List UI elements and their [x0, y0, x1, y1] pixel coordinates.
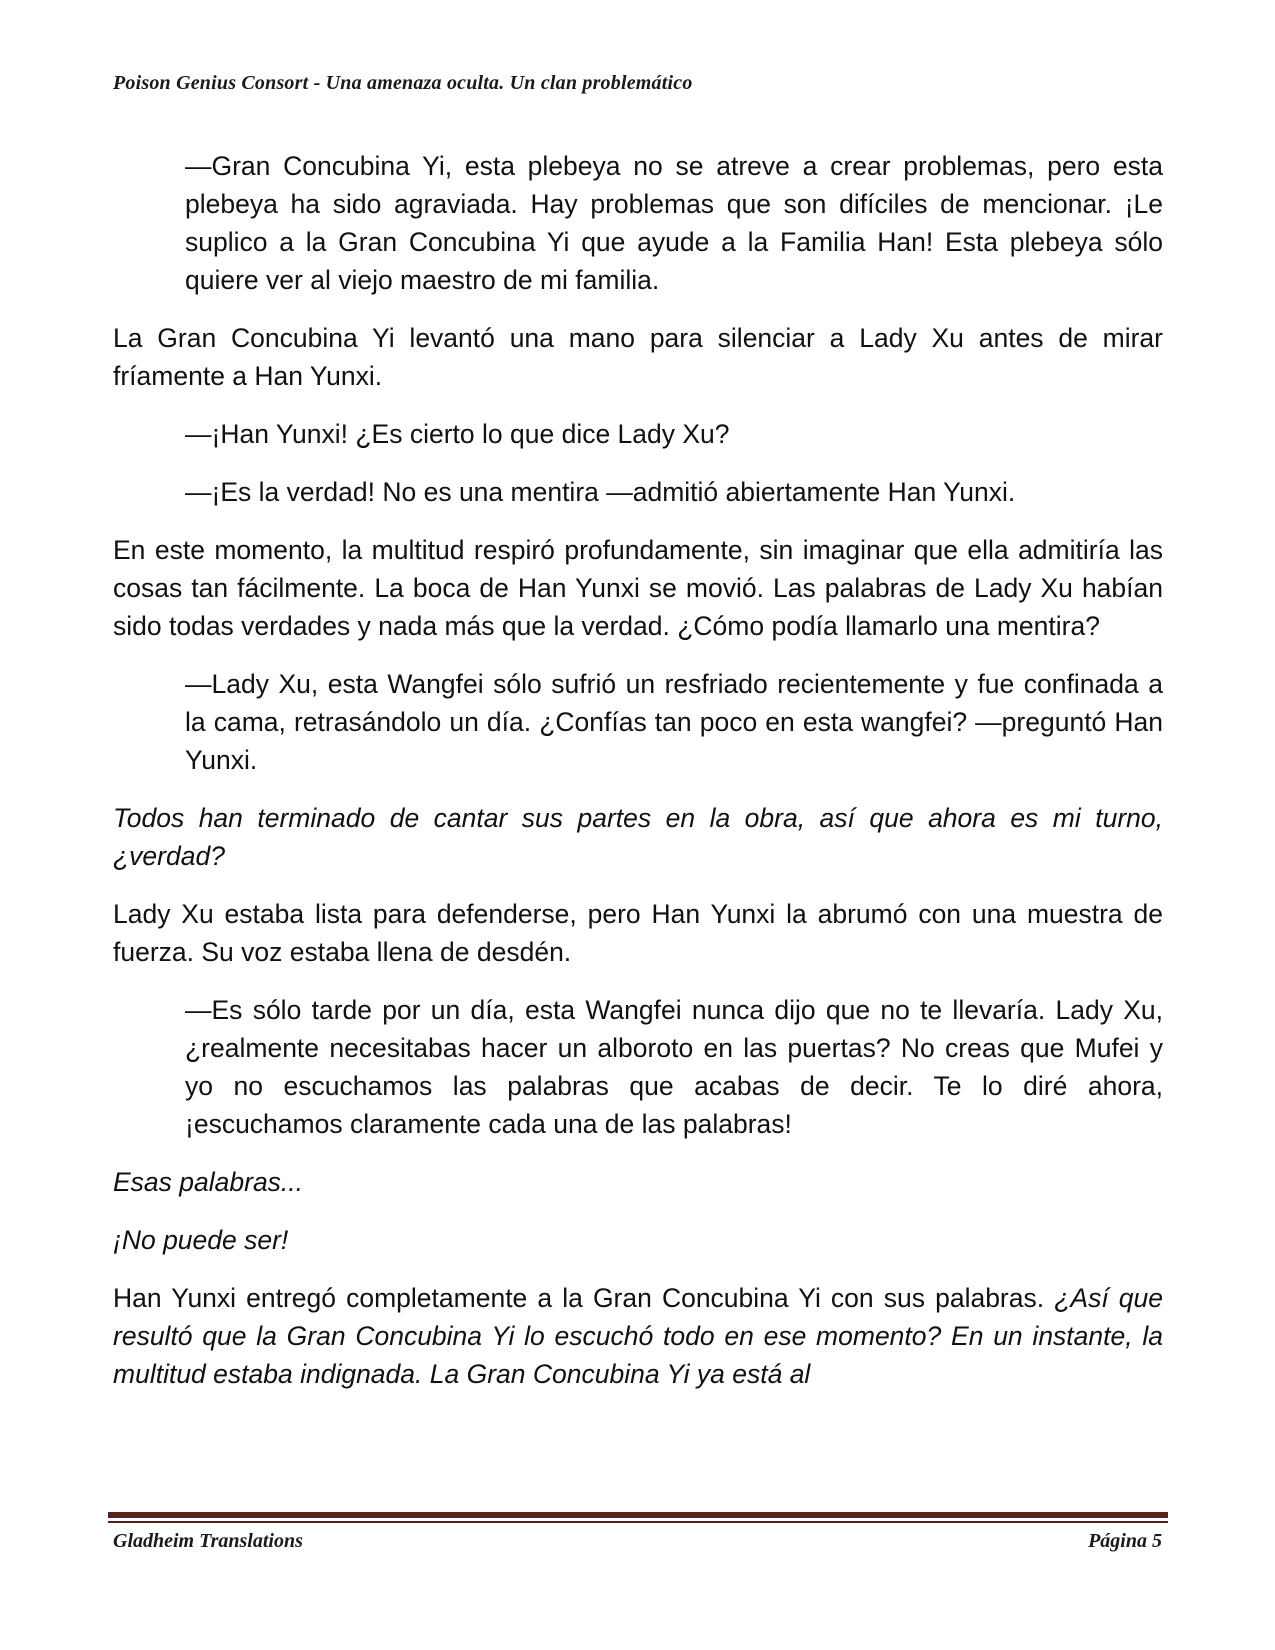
paragraph-8: Lady Xu estaba lista para defenderse, pero Han Yunxi la abrumó con una muestra de fuerza. Su voz estaba llena de desdén.	[113, 899, 1163, 967]
footer-divider-thick	[108, 1512, 1168, 1518]
footer-divider	[108, 1512, 1168, 1526]
footer-page-number: Página 5	[1088, 1530, 1162, 1552]
paragraph-12-italic: ¿Así que resultó que la Gran Concubina Yi lo escuchó todo en ese momento? En un instante, la multitud estaba indignada. La Gran Concubina Yi ya está al	[113, 1283, 1163, 1389]
paragraph-3: —¡Han Yunxi! ¿Es cierto lo que dice Lady Xu?	[185, 419, 730, 449]
running-header: Poison Genius Consort - Una amenaza oculta. Un clan problemático	[113, 72, 693, 94]
paragraph-2: La Gran Concubina Yi levantó una mano para silenciar a Lady Xu antes de mirar fríamente a Han Yunxi.	[113, 323, 1163, 391]
paragraph-10: Esas palabras...	[113, 1167, 304, 1197]
paragraph-11: ¡No puede ser!	[113, 1225, 289, 1255]
paragraph-5: En este momento, la multitud respiró profundamente, sin imaginar que ella admitiría las cosas tan fácilmente. La boca de Han Yunxi se movió. Las palabras de Lady Xu habían sido todas verdades y nada más que la verdad. ¿Cómo podía llamarlo una mentira?	[113, 535, 1163, 641]
footer-divider-thin	[108, 1521, 1168, 1523]
paragraph-4: —¡Es la verdad! No es una mentira —admitió abiertamente Han Yunxi.	[185, 477, 1016, 507]
paragraph-12	[113, 1279, 1163, 1393]
paragraph-7: Todos han terminado de cantar sus partes en la obra, así que ahora es mi turno, ¿verdad?	[113, 803, 1163, 871]
paragraph-1: —Gran Concubina Yi, esta plebeya no se atreve a crear problemas, pero esta plebeya ha sido agraviada. Hay problemas que son difíciles de mencionar. ¡Le suplico a la Gran Concubina Yi que ayude a la Familia Han! Esta plebeya sólo quiere ver al viejo maestro de mi familia.	[185, 151, 1163, 295]
paragraph-6: —Lady Xu, esta Wangfei sólo sufrió un resfriado recientemente y fue confinada a la cama, retrasándolo un día. ¿Confías tan poco en esta wangfei? —preguntó Han Yunxi.	[185, 669, 1163, 775]
page-body	[113, 147, 1163, 1413]
paragraph-9: —Es sólo tarde por un día, esta Wangfei nunca dijo que no te llevaría. Lady Xu, ¿realmente necesitabas hacer un alboroto en las puertas? No creas que Mufei y yo no escuchamos las palabras que acabas de decir. Te lo diré ahora, ¡escuchamos claramente cada una de las palabras!	[185, 995, 1163, 1139]
footer-publisher: Gladheim Translations	[113, 1530, 303, 1552]
paragraph-12-normal: Han Yunxi entregó completamente a la Gran Concubina Yi con sus palabras.	[113, 1283, 1055, 1313]
